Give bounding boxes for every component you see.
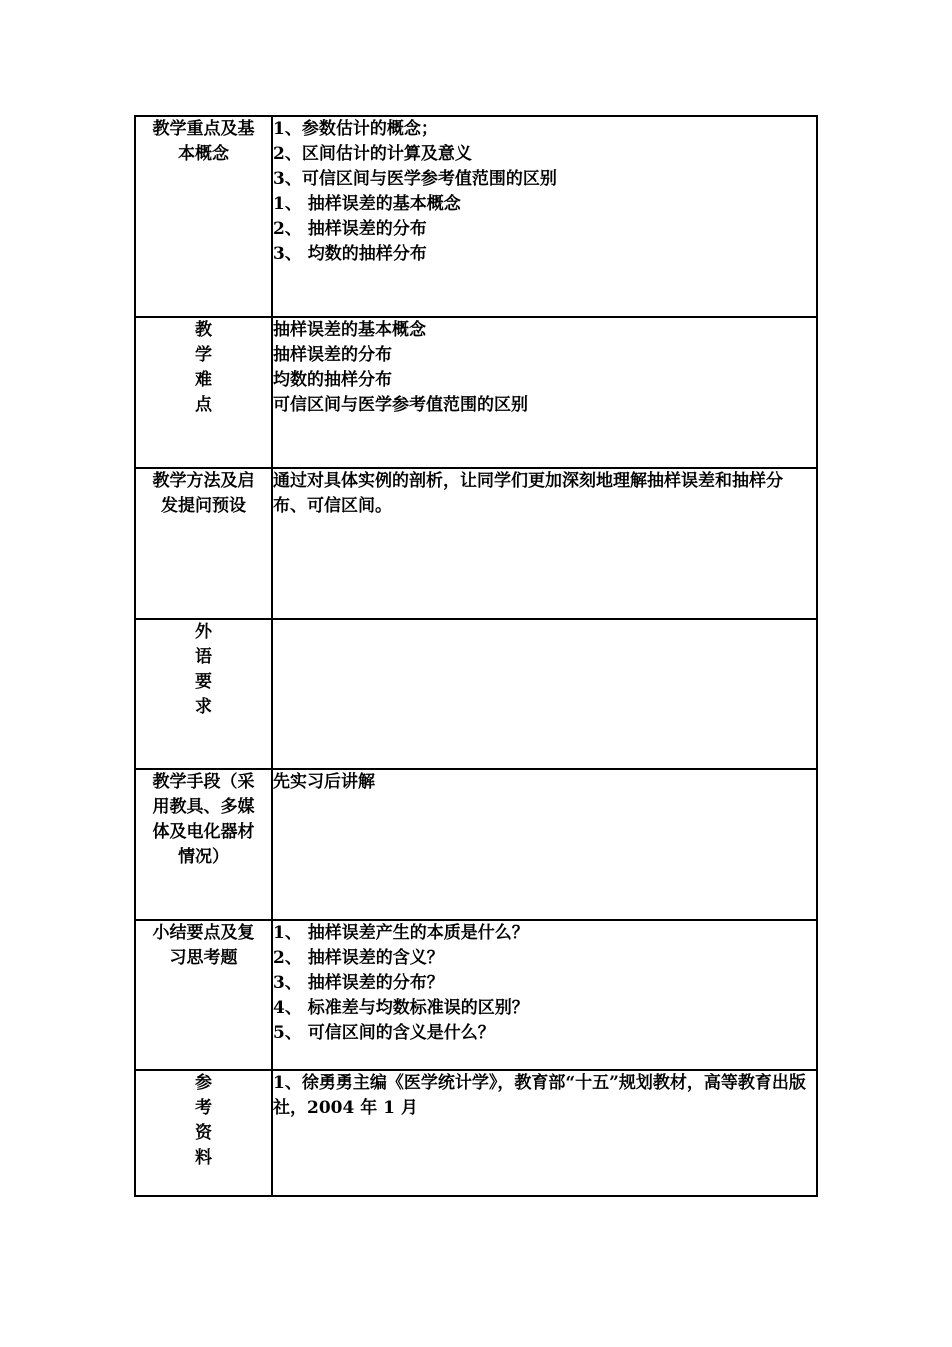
- row-label: 教学难点: [194, 320, 212, 415]
- row-content-cell: [272, 769, 817, 920]
- content-line: 3、 抽样误差的分布？: [273, 973, 444, 993]
- content-line: 2、 抽样误差的分布: [273, 219, 427, 239]
- content-line: 抽样误差的分布: [273, 345, 392, 365]
- row-label: 教学手段（采用教具、多媒体及电化器材情况）: [152, 772, 255, 867]
- content-line: 1、 抽样误差产生的本质是什么？: [273, 923, 529, 943]
- row-content-cell: [272, 116, 817, 317]
- row-label-cell: [135, 317, 272, 468]
- row-label-cell: [135, 920, 272, 1070]
- table-row-methods: [135, 468, 817, 619]
- row-label-cell: [135, 116, 272, 317]
- table-row-teaching-means: [135, 769, 817, 920]
- table-row-foreign-language: [135, 619, 817, 769]
- content-line: 4、 标准差与均数标准误的区别？: [273, 998, 529, 1018]
- content-line: 2、区间估计的计算及意义: [273, 144, 472, 164]
- content-line: 3、可信区间与医学参考值范围的区别: [273, 169, 557, 189]
- content-line: 均数的抽样分布: [273, 370, 392, 390]
- content-line: 1、 抽样误差的基本概念: [273, 194, 461, 214]
- row-content-cell: [272, 920, 817, 1070]
- content-paragraph: 1、徐勇勇主编《医学统计学》，教育部“十五”规划教材，高等教育出版社，2004 年 1 月: [273, 1073, 806, 1118]
- row-label: 参考资料: [194, 1073, 212, 1168]
- row-content-cell: [272, 317, 817, 468]
- content-line: 先实习后讲解: [273, 772, 375, 792]
- table-row-references: [135, 1070, 817, 1196]
- row-label: 教学方法及启发提问预设: [152, 471, 255, 516]
- content-line: 3、 均数的抽样分布: [273, 244, 427, 264]
- content-line: 1、参数估计的概念；: [273, 119, 438, 139]
- content-paragraph: 通过对具体实例的剖析，让同学们更加深刻地理解抽样误差和抽样分布、可信区间。: [273, 471, 783, 516]
- content-line: 抽样误差的基本概念: [273, 320, 426, 340]
- row-content-cell: [272, 468, 817, 619]
- table-row-key-points: [135, 116, 817, 317]
- content-line: 可信区间与医学参考值范围的区别: [273, 395, 528, 415]
- row-content-cell: [272, 1070, 817, 1196]
- row-label-cell: [135, 468, 272, 619]
- row-label: 教学重点及基本概念: [152, 119, 255, 164]
- table-row-summary: [135, 920, 817, 1070]
- row-label-cell: [135, 619, 272, 769]
- content-line: 5、 可信区间的含义是什么？: [273, 1023, 495, 1043]
- lesson-plan-table: [134, 115, 818, 1197]
- row-label-cell: [135, 1070, 272, 1196]
- row-label: 外语要求: [194, 622, 212, 717]
- table-row-difficulties: [135, 317, 817, 468]
- row-content-cell: [272, 619, 817, 769]
- row-label: 小结要点及复习思考题: [152, 923, 255, 968]
- content-line: 2、 抽样误差的含义？: [273, 948, 444, 968]
- row-label-cell: [135, 769, 272, 920]
